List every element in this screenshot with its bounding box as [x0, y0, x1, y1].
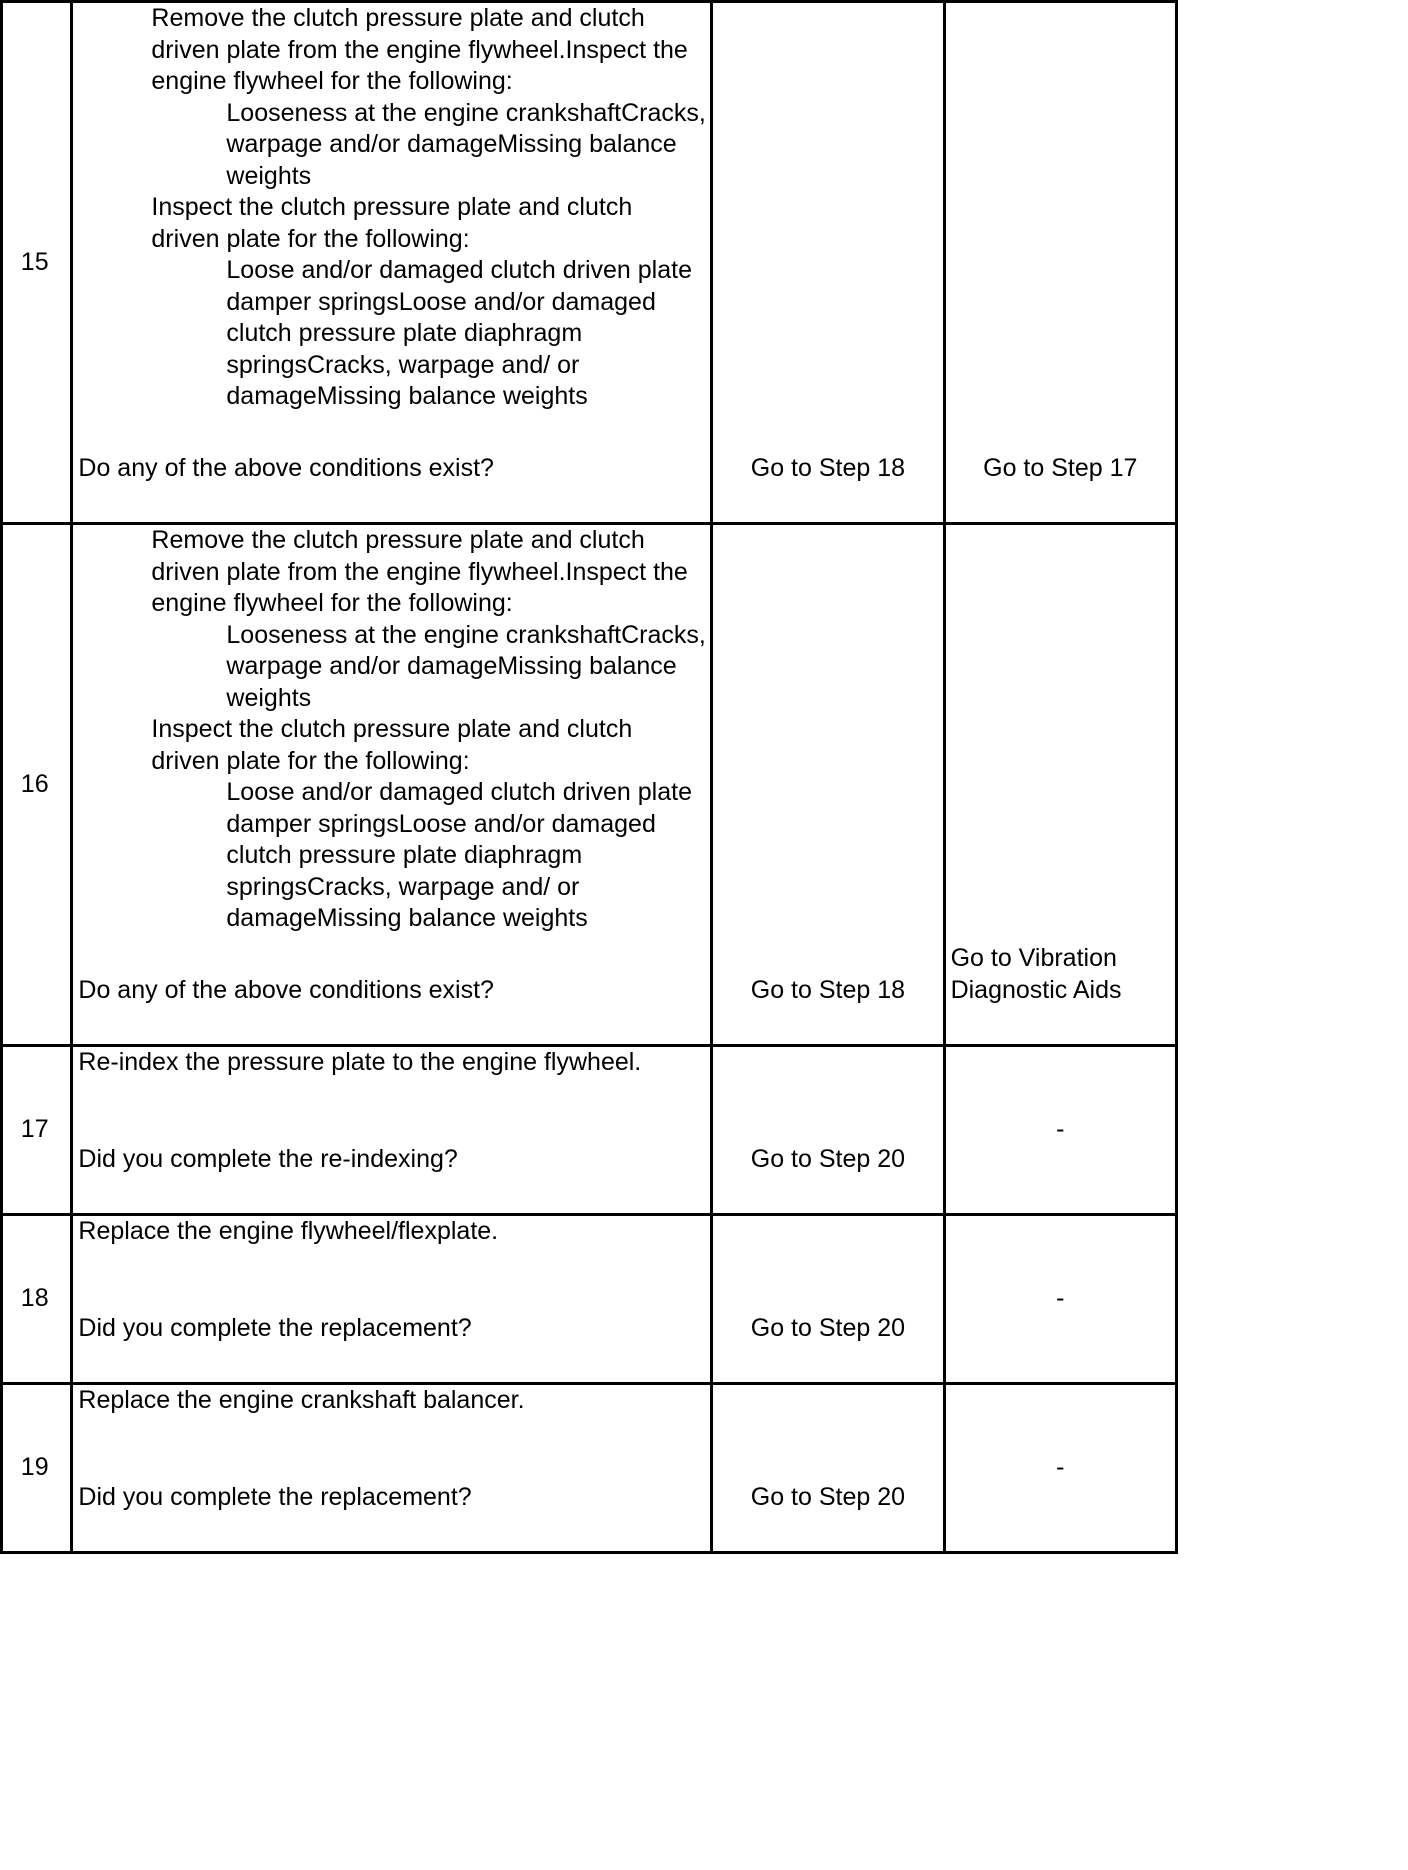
- action-instruction: Inspect the clutch pressure plate and clutch driven plate for the following:: [151, 193, 633, 253]
- action-sublist: Looseness at the engine crankshaftCracks, warpage and/or damageMissing balance weights: [226, 98, 706, 190]
- step-number-cell: [2, 1046, 72, 1215]
- step-number-cell: [2, 1384, 72, 1553]
- action-sublist: Loose and/or damaged clutch driven plate damper springsLoose and/or damaged clutch pressure plate diaphragm springsCracks, warpage and/ or damageMissing balance weights: [226, 256, 692, 410]
- action-cell: [72, 1384, 712, 1553]
- action-sublist: Looseness at the engine crankshaftCracks, warpage and/or damageMissing balance weights: [226, 620, 706, 712]
- no-result: -: [1056, 1284, 1065, 1313]
- table-row: [2, 1046, 1177, 1215]
- action-instruction: Remove the clutch pressure plate and clutch driven plate from the engine flywheel.Inspect the engine flywheel for the following:: [151, 526, 688, 617]
- step-question: Do any of the above conditions exist?: [78, 453, 494, 482]
- no-result-cell: [944, 2, 1176, 524]
- no-result: Go to Step 17: [983, 453, 1138, 482]
- action-sublist: Loose and/or damaged clutch driven plate damper springsLoose and/or damaged clutch pressure plate diaphragm springsCracks, warpage and/ or damageMissing balance weights: [226, 778, 692, 932]
- step-question: Did you complete the re-indexing?: [78, 1144, 458, 1173]
- no-result-cell: [944, 1384, 1176, 1553]
- table-row: [2, 1215, 1177, 1384]
- step-number-cell: [2, 1215, 72, 1384]
- action-instruction: Re-index the pressure plate to the engine flywheel.: [78, 1048, 642, 1076]
- action-instruction: Inspect the clutch pressure plate and clutch driven plate for the following:: [151, 715, 633, 775]
- step-number: 17: [20, 1115, 49, 1144]
- step-number: 15: [20, 247, 49, 276]
- action-instruction: Replace the engine crankshaft balancer.: [78, 1386, 525, 1414]
- action-cell: [72, 1215, 712, 1384]
- yes-result-cell: [712, 2, 944, 524]
- step-number-cell: [2, 524, 72, 1046]
- action-cell: [72, 2, 712, 524]
- no-result-cell: [944, 524, 1176, 1046]
- action-instruction: Remove the clutch pressure plate and clutch driven plate from the engine flywheel.Inspect the engine flywheel for the following:: [151, 4, 688, 95]
- yes-result-cell: [712, 1384, 944, 1553]
- table-row: [2, 2, 1177, 524]
- yes-result-cell: [712, 524, 944, 1046]
- yes-result: Go to Step 18: [750, 975, 906, 1004]
- step-number: 16: [20, 769, 49, 798]
- table-row: [2, 524, 1177, 1046]
- no-result-cell: [944, 1046, 1176, 1215]
- step-number: 19: [20, 1453, 49, 1482]
- yes-result-cell: [712, 1046, 944, 1215]
- no-result-cell: [944, 1215, 1176, 1384]
- step-question: Did you complete the replacement?: [78, 1482, 472, 1511]
- yes-result: Go to Step 18: [750, 453, 906, 482]
- yes-result: Go to Step 20: [750, 1482, 906, 1511]
- no-result: Go to Vibration Diagnostic Aids: [950, 944, 1122, 1004]
- action-cell: [72, 1046, 712, 1215]
- yes-result: Go to Step 20: [750, 1144, 906, 1173]
- step-number: 18: [20, 1284, 49, 1313]
- step-question: Did you complete the replacement?: [78, 1313, 472, 1342]
- yes-result-cell: [712, 1215, 944, 1384]
- no-result: -: [1056, 1115, 1065, 1144]
- action-cell: [72, 524, 712, 1046]
- action-instruction: Replace the engine flywheel/flexplate.: [78, 1217, 499, 1245]
- step-question: Do any of the above conditions exist?: [78, 975, 494, 1004]
- table-row: [2, 1384, 1177, 1553]
- step-number-cell: [2, 2, 72, 524]
- yes-result: Go to Step 20: [750, 1313, 906, 1342]
- no-result: -: [1056, 1453, 1065, 1482]
